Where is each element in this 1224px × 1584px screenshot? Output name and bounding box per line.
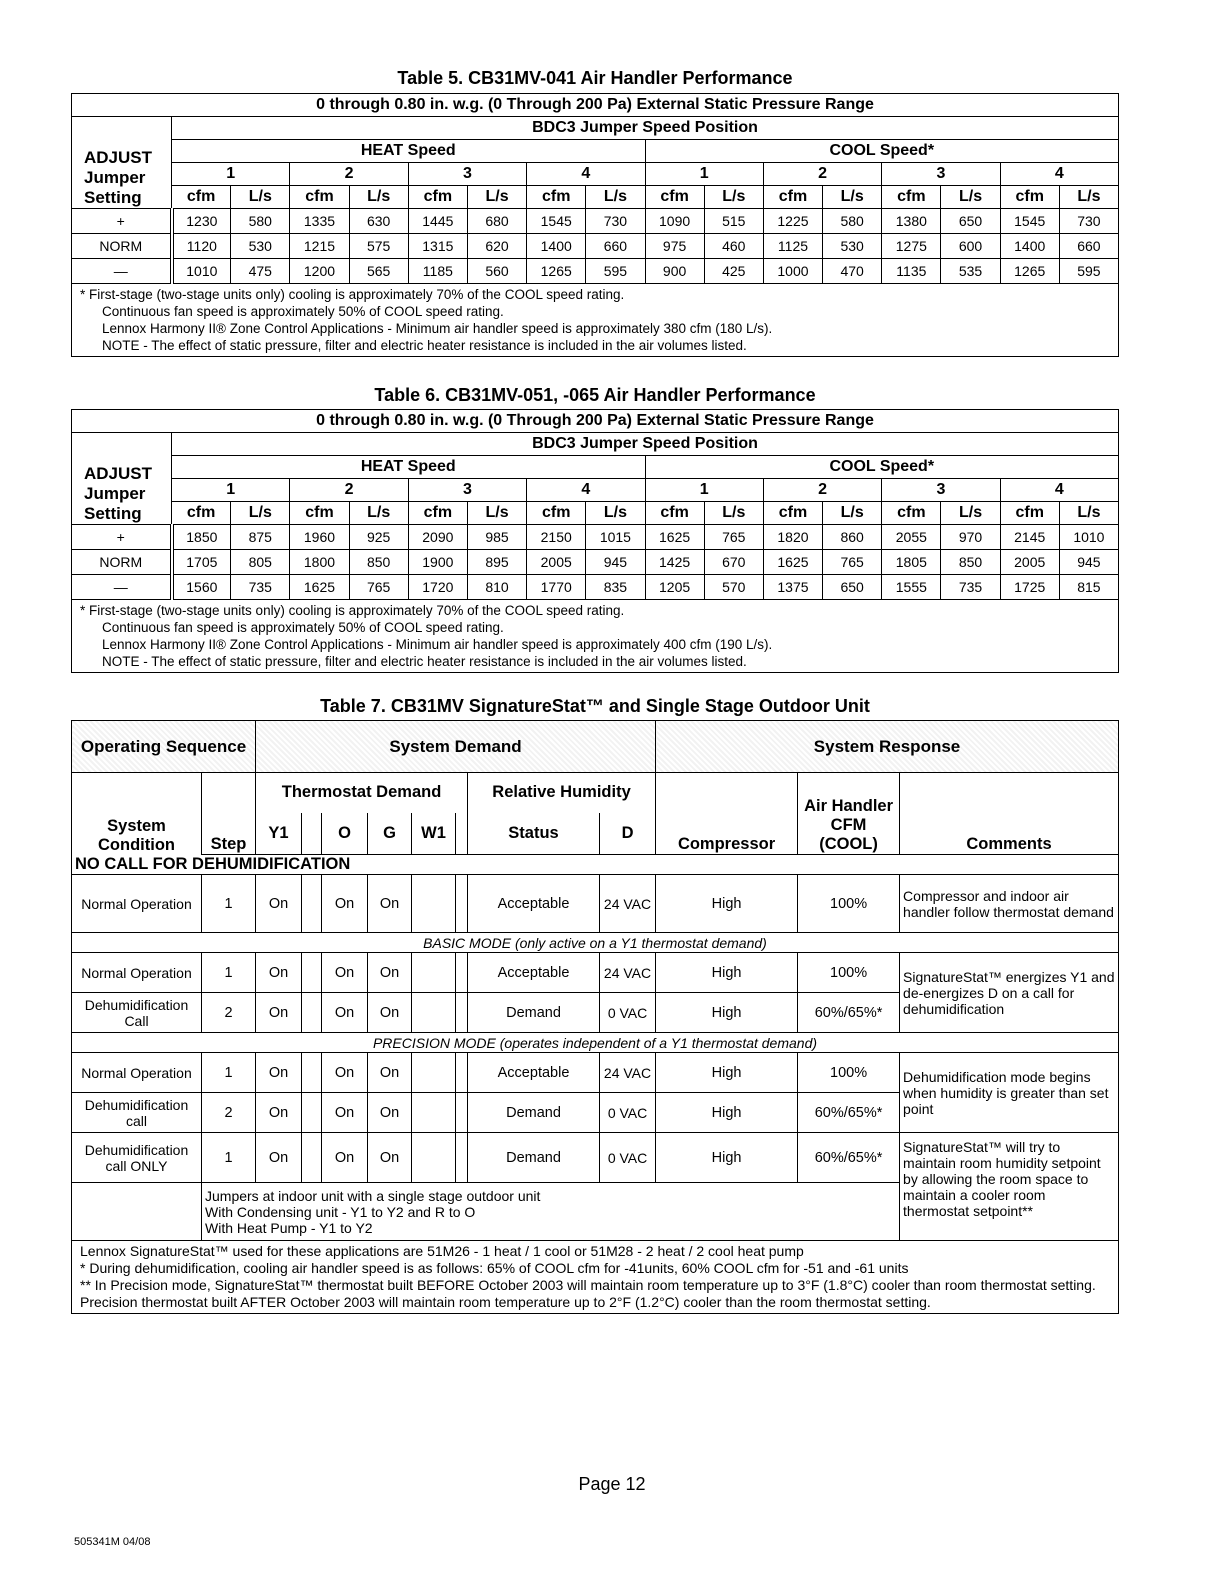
table-cell: 1225 bbox=[763, 209, 822, 234]
table-cell: 1400 bbox=[1000, 234, 1059, 259]
table-cell: 570 bbox=[704, 575, 763, 600]
table-cell: 1000 bbox=[763, 259, 822, 284]
table-cell: 875 bbox=[231, 525, 290, 550]
table6-jumper-header: BDC3 Jumper Speed Position bbox=[172, 433, 1119, 456]
table-cell: 1125 bbox=[763, 234, 822, 259]
table-cell: 460 bbox=[704, 234, 763, 259]
table-cell: 1380 bbox=[882, 209, 941, 234]
table-cell: 765 bbox=[349, 575, 408, 600]
document-number: 505341M 04/08 bbox=[74, 1536, 151, 1548]
table-cell: 1265 bbox=[1000, 259, 1059, 284]
table-row bbox=[72, 209, 1119, 234]
table-cell: 1375 bbox=[763, 575, 822, 600]
table-cell: 1805 bbox=[882, 550, 941, 575]
table5-title: Table 5. CB31MV-041 Air Handler Performance bbox=[397, 68, 793, 88]
unit-header: L/s bbox=[941, 186, 1000, 209]
table-cell: 1265 bbox=[527, 259, 586, 284]
table-cell: 1230 bbox=[172, 209, 231, 234]
table7-thermostat-demand-header: Thermostat Demand bbox=[256, 773, 468, 813]
page-number: Page 12 bbox=[578, 1474, 646, 1494]
table-cell: 805 bbox=[231, 550, 290, 575]
jumper-setting-cell: + bbox=[72, 525, 172, 550]
table7-y1-header: Y1 bbox=[256, 813, 302, 855]
table7-jumpers-note: Jumpers at indoor unit with a single stage outdoor unit With Condensing unit - Y1 to Y2 and R to O With Heat Pump - Y1 to Y2 bbox=[202, 1183, 900, 1241]
table6-title: Table 6. CB31MV-051, -065 Air Handler Performance bbox=[374, 385, 816, 405]
unit-header: cfm bbox=[1000, 502, 1059, 525]
table7-title: Table 7. CB31MV SignatureStat™ and Single Stage Outdoor Unit bbox=[320, 696, 870, 716]
unit-header: cfm bbox=[527, 186, 586, 209]
jumper-setting-cell: — bbox=[72, 259, 172, 284]
table-row bbox=[72, 575, 1119, 600]
table7-notes: Lennox SignatureStat™ used for these applications are 51M26 - 1 heat / 1 cool or 51M28 - 2 heat / 2 cool heat pump * During dehumidification, cooling air handler speed is as follows: 65% of COOL cfm for -41units, 60% COOL cfm for -51 and -61 units ** In Precision mode, SignatureStat™ thermostat built BEFORE October 2003 will maintain room temperature up to 3°F (1.8°C) cooler than room thermostat setting. Precision thermostat built AFTER October 2003 will maintain room temperature up to 2°F (1.2°C) cooler than the room thermostat setting. bbox=[72, 1241, 1119, 1314]
table6-adjust-header: ADJUST Jumper Setting bbox=[72, 433, 172, 525]
unit-header: L/s bbox=[467, 186, 526, 209]
table5-range: 0 through 0.80 in. w.g. (0 Through 200 Pa) External Static Pressure Range bbox=[72, 94, 1119, 117]
table-cell: 850 bbox=[349, 550, 408, 575]
table-cell: 1215 bbox=[290, 234, 349, 259]
table7-step-header: Step bbox=[202, 773, 256, 855]
table-row: Normal Operation 1 On On On Acceptable 24 VAC High 100% Compressor and indoor air handler follow thermostat demand bbox=[72, 875, 1119, 933]
table-cell: 600 bbox=[941, 234, 1000, 259]
unit-header: L/s bbox=[823, 186, 882, 209]
table-cell: 1315 bbox=[408, 234, 467, 259]
table-row bbox=[72, 550, 1119, 575]
table6-units-row bbox=[72, 502, 1119, 525]
table-cell: 1015 bbox=[586, 525, 645, 550]
table-cell: 2055 bbox=[882, 525, 941, 550]
table-cell: 765 bbox=[704, 525, 763, 550]
unit-header: L/s bbox=[704, 186, 763, 209]
table7-precision-comment1: Dehumidification mode begins when humidity is greater than set point bbox=[900, 1053, 1119, 1133]
unit-header: L/s bbox=[231, 502, 290, 525]
table6-speed-row: 1 2 3 4 1 2 3 4 bbox=[72, 479, 1119, 502]
table7-operating-sequence-header: Operating Sequence bbox=[72, 721, 256, 773]
unit-header: cfm bbox=[882, 186, 941, 209]
unit-header: L/s bbox=[349, 502, 408, 525]
jumper-setting-cell: NORM bbox=[72, 550, 172, 575]
table5-heat-header: HEAT Speed bbox=[172, 140, 646, 163]
table-cell: 1625 bbox=[290, 575, 349, 600]
table-cell: 1135 bbox=[882, 259, 941, 284]
table7-compressor-header: Compressor bbox=[656, 773, 798, 855]
unit-header: cfm bbox=[290, 502, 349, 525]
table-row: Normal Operation 1 On On On Acceptable 24 VAC High 100% Dehumidification mode begins when humidity is greater than set point bbox=[72, 1053, 1119, 1093]
table-cell: 1010 bbox=[172, 259, 231, 284]
jumper-setting-cell: NORM bbox=[72, 234, 172, 259]
unit-header: cfm bbox=[763, 186, 822, 209]
unit-header: cfm bbox=[408, 502, 467, 525]
table7-relative-humidity-header: Relative Humidity bbox=[468, 773, 656, 813]
unit-header: L/s bbox=[231, 186, 290, 209]
table7-basic-comment: SignatureStat™ energizes Y1 and de-energizes D on a call for dehumidification bbox=[900, 953, 1119, 1033]
table-cell: 945 bbox=[1059, 550, 1118, 575]
table-cell: 1555 bbox=[882, 575, 941, 600]
table-cell: 735 bbox=[941, 575, 1000, 600]
table-cell: 530 bbox=[823, 234, 882, 259]
table7-basic-mode-section: BASIC MODE (only active on a Y1 thermostat demand) bbox=[72, 933, 1119, 953]
table-cell: 595 bbox=[586, 259, 645, 284]
table-cell: 1545 bbox=[527, 209, 586, 234]
table7-system-condition-header: System Condition bbox=[72, 773, 202, 855]
table-cell: 660 bbox=[1059, 234, 1118, 259]
unit-header: cfm bbox=[1000, 186, 1059, 209]
unit-header: cfm bbox=[645, 502, 704, 525]
table-row: Dehumidification call 2 On On On Demand 0 VAC High 60%/65%* bbox=[72, 1093, 1119, 1133]
unit-header: L/s bbox=[467, 502, 526, 525]
table-cell: 1010 bbox=[1059, 525, 1118, 550]
table6-heat-header: HEAT Speed bbox=[172, 456, 646, 479]
unit-header: L/s bbox=[1059, 186, 1118, 209]
table7-status-header: Status bbox=[468, 813, 600, 855]
table-cell: 1275 bbox=[882, 234, 941, 259]
table-cell: 1800 bbox=[290, 550, 349, 575]
table-cell: 1725 bbox=[1000, 575, 1059, 600]
table-cell: 895 bbox=[467, 550, 526, 575]
unit-header: L/s bbox=[349, 186, 408, 209]
unit-header: L/s bbox=[1059, 502, 1118, 525]
table-cell: 1200 bbox=[290, 259, 349, 284]
unit-header: cfm bbox=[408, 186, 467, 209]
jumper-setting-cell: — bbox=[72, 575, 172, 600]
table-cell: 970 bbox=[941, 525, 1000, 550]
table-cell: 1705 bbox=[172, 550, 231, 575]
table-cell: 565 bbox=[349, 259, 408, 284]
table6-cool-header: COOL Speed* bbox=[645, 456, 1119, 479]
table-cell: 2005 bbox=[527, 550, 586, 575]
table-cell: 1625 bbox=[763, 550, 822, 575]
table-cell: 650 bbox=[941, 209, 1000, 234]
table-cell: 1720 bbox=[408, 575, 467, 600]
table-cell: 1205 bbox=[645, 575, 704, 600]
table-cell: 1445 bbox=[408, 209, 467, 234]
unit-header: L/s bbox=[941, 502, 1000, 525]
table7-g-header: G bbox=[368, 813, 412, 855]
table-row bbox=[72, 525, 1119, 550]
table7-no-call-section: NO CALL FOR DEHUMIDIFICATION bbox=[72, 855, 1119, 875]
table-cell: 1770 bbox=[527, 575, 586, 600]
table-cell: 925 bbox=[349, 525, 408, 550]
table-cell: 530 bbox=[231, 234, 290, 259]
table7-air-handler-header: Air Handler CFM (COOL) bbox=[798, 773, 900, 855]
table-cell: 730 bbox=[586, 209, 645, 234]
table-row bbox=[72, 259, 1119, 284]
table5 bbox=[71, 93, 1119, 357]
table7-precision-mode-section: PRECISION MODE (operates independent of a Y1 thermostat demand) bbox=[72, 1033, 1119, 1053]
table-cell: 2150 bbox=[527, 525, 586, 550]
unit-header: L/s bbox=[823, 502, 882, 525]
table-cell: 1335 bbox=[290, 209, 349, 234]
table-cell: 580 bbox=[823, 209, 882, 234]
table-cell: 765 bbox=[823, 550, 882, 575]
table-cell: 650 bbox=[823, 575, 882, 600]
unit-header: cfm bbox=[290, 186, 349, 209]
table7 bbox=[71, 720, 1119, 1314]
table7-o-header: O bbox=[322, 813, 368, 855]
table-cell: 1625 bbox=[645, 525, 704, 550]
table-cell: 630 bbox=[349, 209, 408, 234]
table-row: Dehumidification Call 2 On On On Demand 0 VAC High 60%/65%* bbox=[72, 993, 1119, 1033]
table-cell: 850 bbox=[941, 550, 1000, 575]
table7-d-header: D bbox=[600, 813, 656, 855]
table-row: Normal Operation 1 On On On Acceptable 24 VAC High 100% SignatureStat™ energizes Y1 and de-energizes D on a call for dehumidification bbox=[72, 953, 1119, 993]
unit-header: cfm bbox=[172, 186, 231, 209]
unit-header: cfm bbox=[527, 502, 586, 525]
table5-adjust-header: ADJUST Jumper Setting bbox=[72, 117, 172, 209]
table-cell: 1425 bbox=[645, 550, 704, 575]
table-cell: 1545 bbox=[1000, 209, 1059, 234]
table-cell: 515 bbox=[704, 209, 763, 234]
table-cell: 1400 bbox=[527, 234, 586, 259]
table-cell: 660 bbox=[586, 234, 645, 259]
jumper-setting-cell: + bbox=[72, 209, 172, 234]
table6-range: 0 through 0.80 in. w.g. (0 Through 200 Pa) External Static Pressure Range bbox=[72, 410, 1119, 433]
table-cell: 985 bbox=[467, 525, 526, 550]
unit-header: cfm bbox=[882, 502, 941, 525]
unit-header: cfm bbox=[645, 186, 704, 209]
table-cell: 815 bbox=[1059, 575, 1118, 600]
table-cell: 1900 bbox=[408, 550, 467, 575]
table-row bbox=[72, 234, 1119, 259]
table-cell: 810 bbox=[467, 575, 526, 600]
unit-header: cfm bbox=[763, 502, 822, 525]
table-cell: 2090 bbox=[408, 525, 467, 550]
table-cell: 560 bbox=[467, 259, 526, 284]
table-cell: 580 bbox=[231, 209, 290, 234]
table5-cool-header: COOL Speed* bbox=[645, 140, 1119, 163]
unit-header: L/s bbox=[586, 502, 645, 525]
unit-header: cfm bbox=[172, 502, 231, 525]
table-cell: 730 bbox=[1059, 209, 1118, 234]
table-cell: 475 bbox=[231, 259, 290, 284]
table-cell: 2005 bbox=[1000, 550, 1059, 575]
unit-header: L/s bbox=[586, 186, 645, 209]
table-cell: 620 bbox=[467, 234, 526, 259]
table-cell: 1850 bbox=[172, 525, 231, 550]
table6-notes: * First-stage (two-stage units only) cooling is approximately 70% of the COOL speed rating. Continuous fan speed is approximately 50% of COOL speed rating. Lennox Harmony II® Zone Control Applications - Minimum air handler speed is approximately 400 cfm (190 L/s). NOTE - The effect of static pressure, filter and electric heater resistance is included in the air volumes listed. bbox=[72, 600, 1119, 673]
table-cell: 1820 bbox=[763, 525, 822, 550]
table-cell: 1560 bbox=[172, 575, 231, 600]
table-cell: 975 bbox=[645, 234, 704, 259]
table-cell: 670 bbox=[704, 550, 763, 575]
table6 bbox=[71, 409, 1119, 673]
table7-system-response-header: System Response bbox=[656, 721, 1119, 773]
table-cell: 945 bbox=[586, 550, 645, 575]
table-cell: 595 bbox=[1059, 259, 1118, 284]
table-cell: 425 bbox=[704, 259, 763, 284]
table-cell: 900 bbox=[645, 259, 704, 284]
table-cell: 1120 bbox=[172, 234, 231, 259]
table7-system-demand-header: System Demand bbox=[256, 721, 656, 773]
table-cell: 735 bbox=[231, 575, 290, 600]
table-cell: 535 bbox=[941, 259, 1000, 284]
table-cell: 835 bbox=[586, 575, 645, 600]
unit-header: L/s bbox=[704, 502, 763, 525]
table-cell: 860 bbox=[823, 525, 882, 550]
table-cell: 680 bbox=[467, 209, 526, 234]
table-cell: 2145 bbox=[1000, 525, 1059, 550]
table-cell: 1185 bbox=[408, 259, 467, 284]
table-cell: 470 bbox=[823, 259, 882, 284]
table7-w1-header: W1 bbox=[412, 813, 456, 855]
table-cell: 575 bbox=[349, 234, 408, 259]
table7-comments-header: Comments bbox=[900, 773, 1119, 855]
table5-units-row bbox=[72, 186, 1119, 209]
table-cell: 1960 bbox=[290, 525, 349, 550]
table-row: Dehumidification call ONLY 1 On On On Demand 0 VAC High 60%/65%* SignatureStat™ will try to maintain room humidity setpoint by allowing the room space to maintain a cooler room thermostat setpoint** bbox=[72, 1133, 1119, 1183]
table-cell: 1090 bbox=[645, 209, 704, 234]
table5-notes: * First-stage (two-stage units only) cooling is approximately 70% of the COOL speed rating. Continuous fan speed is approximately 50% of COOL speed rating. Lennox Harmony II® Zone Control Applications - Minimum air handler speed is approximately 380 cfm (180 L/s). NOTE - The effect of static pressure, filter and electric heater resistance is included in the air volumes listed. bbox=[72, 284, 1119, 357]
table5-jumper-header: BDC3 Jumper Speed Position bbox=[172, 117, 1119, 140]
table5-speed-row: 1 2 3 4 1 2 3 4 bbox=[72, 163, 1119, 186]
table7-precision-comment2: SignatureStat™ will try to maintain room humidity setpoint by allowing the room space to maintain a cooler room thermostat setpoint** bbox=[900, 1133, 1119, 1241]
